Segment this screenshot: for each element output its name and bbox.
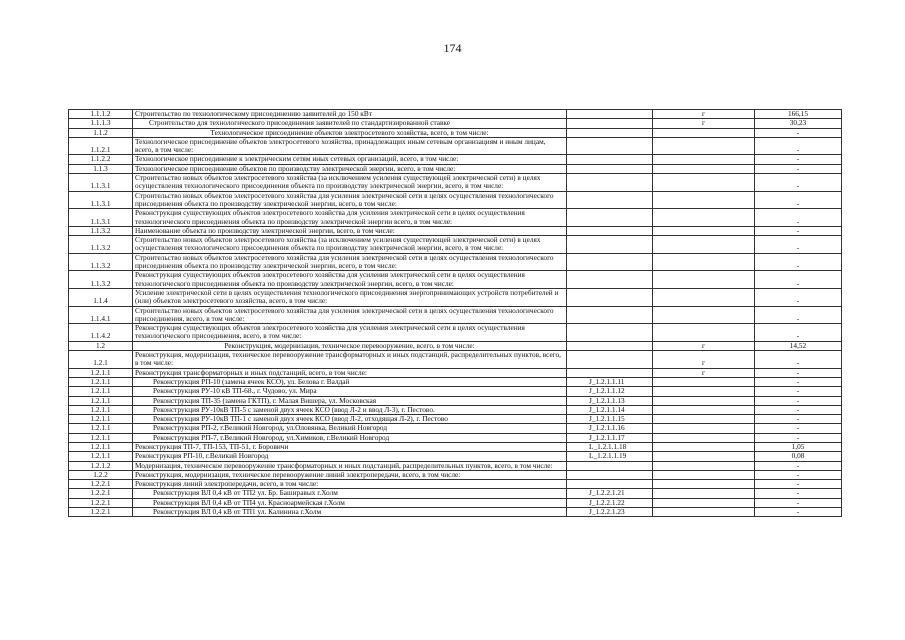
row-name-cell: Строительство новых объектов электросетевого хозяйства для усиления электрической сети в целях осуществления технологического присоединения объекта по производству электрической энергии, всего, в том числе: xyxy=(133,253,567,271)
row-name-cell: Реконструкция РП-10 (замена ячеек КСО), ул. Белова г. Валдай xyxy=(133,377,567,386)
row-number-cell: 1.2.1.1 xyxy=(69,387,133,396)
table-row xyxy=(69,128,842,137)
row-unit-cell xyxy=(653,433,755,442)
row-value-cell: - xyxy=(755,377,842,386)
row-number-cell: 1.2.1.2 xyxy=(69,461,133,470)
row-code-cell xyxy=(567,271,653,289)
row-code-cell: J_1.2.1.1.15 xyxy=(567,415,653,424)
table-row xyxy=(69,368,842,377)
row-value-cell: - xyxy=(755,433,842,442)
row-value-cell: - xyxy=(755,137,842,155)
row-number-cell: 1.1.3.1 xyxy=(69,191,133,209)
investment-program-table xyxy=(68,109,842,517)
row-number-cell: 1.1.3.1 xyxy=(69,174,133,192)
row-name-cell: Реконструкция РУ-10кВ ТП-5 с заменой двух ячеек КСО (ввод Л-2 и ввод Л-3), г. Пестово. xyxy=(133,405,567,414)
row-code-cell xyxy=(567,209,653,227)
row-code-cell xyxy=(567,470,653,479)
row-number-cell: 1.1.2 xyxy=(69,128,133,137)
row-code-cell xyxy=(567,226,653,235)
row-value-cell: 166,15 xyxy=(755,110,842,119)
table-row xyxy=(69,396,842,405)
row-code-cell: L_1.2.1.1.18 xyxy=(567,442,653,451)
row-code-cell: L_1.2.1.1.19 xyxy=(567,452,653,461)
row-unit-cell xyxy=(653,137,755,155)
row-unit-cell xyxy=(653,191,755,209)
row-name-cell: Реконструкция ВЛ 0,4 кВ от ТП4 ул. Красноармейская г.Холм xyxy=(133,498,567,507)
row-code-cell xyxy=(567,480,653,489)
row-unit-cell xyxy=(653,306,755,324)
row-code-cell xyxy=(567,288,653,306)
table-row xyxy=(69,405,842,414)
row-value-cell: 0,08 xyxy=(755,452,842,461)
row-value-cell: - xyxy=(755,226,842,235)
row-number-cell: 1.2.1.1 xyxy=(69,368,133,377)
table-row xyxy=(69,191,842,209)
row-value-cell: - xyxy=(755,508,842,517)
row-number-cell: 1.1.3.2 xyxy=(69,226,133,235)
table-row xyxy=(69,377,842,386)
row-code-cell xyxy=(567,191,653,209)
row-code-cell xyxy=(567,110,653,119)
table-row xyxy=(69,341,842,350)
row-name-cell: Модернизация, техническое перевооружение трансформаторных и иных подстанций, распределительных пунктов, всего, в том числе: xyxy=(133,461,567,470)
row-value-cell: - xyxy=(755,489,842,498)
row-unit-cell xyxy=(653,480,755,489)
row-name-cell: Усиление электрической сети в целях осуществления технологического присоединения энергопринимающих устройств потребителей и (или) объектов электросетевого хозяйства, всего, в том числе: xyxy=(133,288,567,306)
row-name-cell: Реконструкция РП-2, г.Великий Новгород, ул.Оловянка, Великий Новгород xyxy=(133,424,567,433)
table-row xyxy=(69,137,842,155)
table-row xyxy=(69,174,842,192)
row-number-cell: 1.1.2.2 xyxy=(69,155,133,164)
row-code-cell: J_1.2.1.1.17 xyxy=(567,433,653,442)
row-number-cell: 1.2.1.1 xyxy=(69,415,133,424)
row-value-cell: - xyxy=(755,236,842,254)
row-value-cell: - xyxy=(755,306,842,324)
row-unit-cell xyxy=(653,396,755,405)
table-row xyxy=(69,253,842,271)
table-row xyxy=(69,271,842,289)
table-row xyxy=(69,433,842,442)
row-number-cell: 1.2.1.1 xyxy=(69,452,133,461)
row-value-cell: - xyxy=(755,288,842,306)
row-value-cell: - xyxy=(755,128,842,137)
row-value-cell: - xyxy=(755,424,842,433)
row-name-cell: Наименование объекта по производству электрической энергии, всего, в том числе: xyxy=(133,226,567,235)
row-unit-cell: г xyxy=(653,351,755,369)
row-name-cell: Реконструкция линий электропередачи, всего, в том числе: xyxy=(133,480,567,489)
table-row xyxy=(69,236,842,254)
row-value-cell: - xyxy=(755,415,842,424)
row-value-cell: - xyxy=(755,174,842,192)
row-number-cell: 1.2.2.1 xyxy=(69,498,133,507)
row-code-cell: J_1.2.1.1.13 xyxy=(567,396,653,405)
row-value-cell: - xyxy=(755,470,842,479)
row-value-cell: - xyxy=(755,209,842,227)
row-name-cell: Реконструкция РП-7, г.Великий Новгород, ул.Химиков, г.Великий Новгород xyxy=(133,433,567,442)
row-unit-cell: г xyxy=(653,110,755,119)
row-name-cell: Реконструкция, модернизация, техническое перевооружение, всего, в том числе: xyxy=(133,341,567,350)
row-unit-cell: г xyxy=(653,368,755,377)
table-row xyxy=(69,324,842,342)
table-row xyxy=(69,110,842,119)
row-number-cell: 1.2.1.1 xyxy=(69,405,133,414)
row-name-cell: Строительство новых объектов электросетевого хозяйства для усиления электрической сети в целях осуществления технологического присоединения, всего, в том числе: xyxy=(133,306,567,324)
row-number-cell: 1.1.3.2 xyxy=(69,253,133,271)
row-number-cell: 1.1.3.1 xyxy=(69,209,133,227)
row-unit-cell xyxy=(653,461,755,470)
row-code-cell xyxy=(567,128,653,137)
row-code-cell xyxy=(567,253,653,271)
row-code-cell xyxy=(567,119,653,128)
row-code-cell: J_1.2.1.1.16 xyxy=(567,424,653,433)
row-code-cell: J_1.2.1.1.14 xyxy=(567,405,653,414)
row-unit-cell xyxy=(653,324,755,342)
row-number-cell: 1.1.4.1 xyxy=(69,306,133,324)
row-unit-cell xyxy=(653,387,755,396)
row-number-cell: 1.1.4.2 xyxy=(69,324,133,342)
row-number-cell: 1.2.1.1 xyxy=(69,442,133,451)
row-code-cell: J_1.2.1.1.11 xyxy=(567,377,653,386)
row-value-cell: 30,23 xyxy=(755,119,842,128)
row-value-cell: 1,05 xyxy=(755,442,842,451)
row-number-cell: 1.1.3.2 xyxy=(69,271,133,289)
row-number-cell: 1.2.1.1 xyxy=(69,377,133,386)
row-value-cell: - xyxy=(755,368,842,377)
row-unit-cell xyxy=(653,288,755,306)
row-number-cell: 1.2.1.1 xyxy=(69,396,133,405)
row-unit-cell xyxy=(653,442,755,451)
row-unit-cell xyxy=(653,452,755,461)
row-code-cell xyxy=(567,174,653,192)
table-row xyxy=(69,489,842,498)
row-value-cell: - xyxy=(755,271,842,289)
row-code-cell xyxy=(567,368,653,377)
row-number-cell: 1.1.3.2 xyxy=(69,236,133,254)
table-row xyxy=(69,351,842,369)
row-name-cell: Строительство новых объектов электросетевого хозяйства для усиления электрической сети в целях осуществления технологического присоединения объекта по производству электрической энергии, всего, в том числе: xyxy=(133,191,567,209)
page-number: 174 xyxy=(443,41,462,55)
row-name-cell: Реконструкция РУ-10 кВ ТП-68., г. Чудово, ул. Мира xyxy=(133,387,567,396)
row-unit-cell xyxy=(653,415,755,424)
row-name-cell: Реконструкция РП-10, г.Великий Новгород xyxy=(133,452,567,461)
row-value-cell: - xyxy=(755,155,842,164)
row-code-cell xyxy=(567,164,653,173)
row-number-cell: 1.1.4 xyxy=(69,288,133,306)
row-unit-cell xyxy=(653,489,755,498)
row-name-cell: Реконструкция ВЛ 0,4 кВ от ТП2 ул. Бр. Баширавых г.Холм xyxy=(133,489,567,498)
row-name-cell: Реконструкция существующих объектов электросетевого хозяйства для усиления электрической сети в целях осуществления технологического присоединения объекта по производству электрической энергии всего, в том числе: xyxy=(133,209,567,227)
row-number-cell: 1.1.3 xyxy=(69,164,133,173)
table-row xyxy=(69,442,842,451)
row-number-cell: 1.2.1.1 xyxy=(69,424,133,433)
row-number-cell: 1.2.2.1 xyxy=(69,489,133,498)
row-value-cell: - xyxy=(755,324,842,342)
row-unit-cell xyxy=(653,405,755,414)
row-name-cell: Реконструкция существующих объектов электросетевого хозяйства для усиления электрической сети в целях осуществления технологического присоединения объекта по производству электрической энергии, всего, в том числе: xyxy=(133,271,567,289)
row-number-cell: 1.1.1.3 xyxy=(69,119,133,128)
row-unit-cell: г xyxy=(653,119,755,128)
table-row xyxy=(69,209,842,227)
row-number-cell: 1.2.2 xyxy=(69,470,133,479)
row-value-cell: - xyxy=(755,396,842,405)
row-value-cell: - xyxy=(755,480,842,489)
row-name-cell: Реконструкция ВЛ 0,4 кВ от ТП1 ул. Калинина г.Холм xyxy=(133,508,567,517)
row-code-cell xyxy=(567,324,653,342)
table-row xyxy=(69,424,842,433)
row-name-cell: Технологическое присоединение объектов электросетевого хозяйства, всего, в том числе: xyxy=(133,128,567,137)
row-unit-cell xyxy=(653,377,755,386)
table-row xyxy=(69,415,842,424)
row-unit-cell xyxy=(653,164,755,173)
row-number-cell: 1.2.1.1 xyxy=(69,433,133,442)
row-unit-cell xyxy=(653,424,755,433)
table-row xyxy=(69,387,842,396)
row-code-cell xyxy=(567,341,653,350)
row-unit-cell xyxy=(653,236,755,254)
row-unit-cell xyxy=(653,253,755,271)
table-row xyxy=(69,288,842,306)
row-unit-cell xyxy=(653,508,755,517)
row-name-cell: Реконструкция, модернизация, техническое перевооружение линий электропередачи, всего, в том числе: xyxy=(133,470,567,479)
row-unit-cell xyxy=(653,226,755,235)
row-unit-cell xyxy=(653,174,755,192)
row-name-cell: Реконструкция трансформаторных и иных подстанций, всего, в том числе: xyxy=(133,368,567,377)
row-unit-cell xyxy=(653,128,755,137)
table-row xyxy=(69,164,842,173)
row-value-cell: 14,52 xyxy=(755,341,842,350)
table-row xyxy=(69,306,842,324)
table-row xyxy=(69,480,842,489)
row-name-cell: Технологическое присоединение к электрическим сетям иных сетевых организаций, всего, в том числе: xyxy=(133,155,567,164)
row-unit-cell xyxy=(653,209,755,227)
row-value-cell: - xyxy=(755,498,842,507)
row-value-cell: - xyxy=(755,191,842,209)
table-row xyxy=(69,119,842,128)
row-name-cell: Технологическое присоединение объектов электросетевого хозяйства, принадлежащих иным сетевым организациям и иным лицам, всего, в том числе: xyxy=(133,137,567,155)
row-code-cell xyxy=(567,306,653,324)
row-name-cell: Реконструкция существующих объектов электросетевого хозяйства для усиления электрической сети в целях осуществления технологического присоединения, всего, в том числе: xyxy=(133,324,567,342)
row-code-cell xyxy=(567,137,653,155)
row-value-cell: - xyxy=(755,387,842,396)
row-name-cell: Реконструкция ТП-35 (замена ГКТП), г. Малая Вишера, ул. Московская xyxy=(133,396,567,405)
row-unit-cell xyxy=(653,470,755,479)
row-name-cell: Технологическое присоединение объектов по производству электрической энергии, всего, в том числе: xyxy=(133,164,567,173)
row-name-cell: Строительство новых объектов электросетевого хозяйства (за исключением усиления существующей электрической сети) в целях осуществления технологического присоединения объекта по производству электрической энергии, всего, в том числе: xyxy=(133,174,567,192)
row-code-cell: J_1.2.1.1.12 xyxy=(567,387,653,396)
table-row xyxy=(69,452,842,461)
row-code-cell xyxy=(567,155,653,164)
row-name-cell: Строительство новых объектов электросетевого хозяйства (за исключением усиления существующей электрической сети) в целях осуществления технологического присоединения объекта по производству электрической энергии, всего, в том числе: xyxy=(133,236,567,254)
row-name-cell: Реконструкция ТП-7, ТП-153, ТП-51, г. Боровичи xyxy=(133,442,567,451)
row-code-cell xyxy=(567,236,653,254)
table-row xyxy=(69,155,842,164)
row-number-cell: 1.1.2.1 xyxy=(69,137,133,155)
row-number-cell: 1.1.1.2 xyxy=(69,110,133,119)
row-value-cell: - xyxy=(755,253,842,271)
table-row xyxy=(69,470,842,479)
row-name-cell: Строительство по технологическому присоединению заявителей до 150 кВт xyxy=(133,110,567,119)
row-value-cell: - xyxy=(755,351,842,369)
row-code-cell: J_1.2.2.1.22 xyxy=(567,498,653,507)
row-name-cell: Реконструкция РУ-10кВ ТП-1 с заменой двух ячеек КСО (ввод Л-2, отходящая Л-2), г. Пестово xyxy=(133,415,567,424)
table-row xyxy=(69,498,842,507)
row-number-cell: 1.2 xyxy=(69,341,133,350)
row-unit-cell xyxy=(653,271,755,289)
table-row xyxy=(69,226,842,235)
row-code-cell xyxy=(567,351,653,369)
row-name-cell: Реконструкция, модернизация, техническое перевооружение трансформаторных и иных подстанций, распределительных пунктов, всего, в том числе: xyxy=(133,351,567,369)
row-code-cell: J_1.2.2.1.21 xyxy=(567,489,653,498)
row-number-cell: 1.2.1 xyxy=(69,351,133,369)
row-name-cell: Строительство для технологического присоединения заявителей по стандартизированной ставке xyxy=(133,119,567,128)
row-number-cell: 1.2.2.1 xyxy=(69,480,133,489)
row-value-cell: - xyxy=(755,164,842,173)
row-number-cell: 1.2.2.1 xyxy=(69,508,133,517)
row-value-cell: - xyxy=(755,461,842,470)
row-code-cell: J_1.2.2.1.23 xyxy=(567,508,653,517)
row-unit-cell xyxy=(653,498,755,507)
row-unit-cell: г xyxy=(653,341,755,350)
row-unit-cell xyxy=(653,155,755,164)
row-value-cell: - xyxy=(755,405,842,414)
row-code-cell xyxy=(567,461,653,470)
table-row xyxy=(69,508,842,517)
table-row xyxy=(69,461,842,470)
